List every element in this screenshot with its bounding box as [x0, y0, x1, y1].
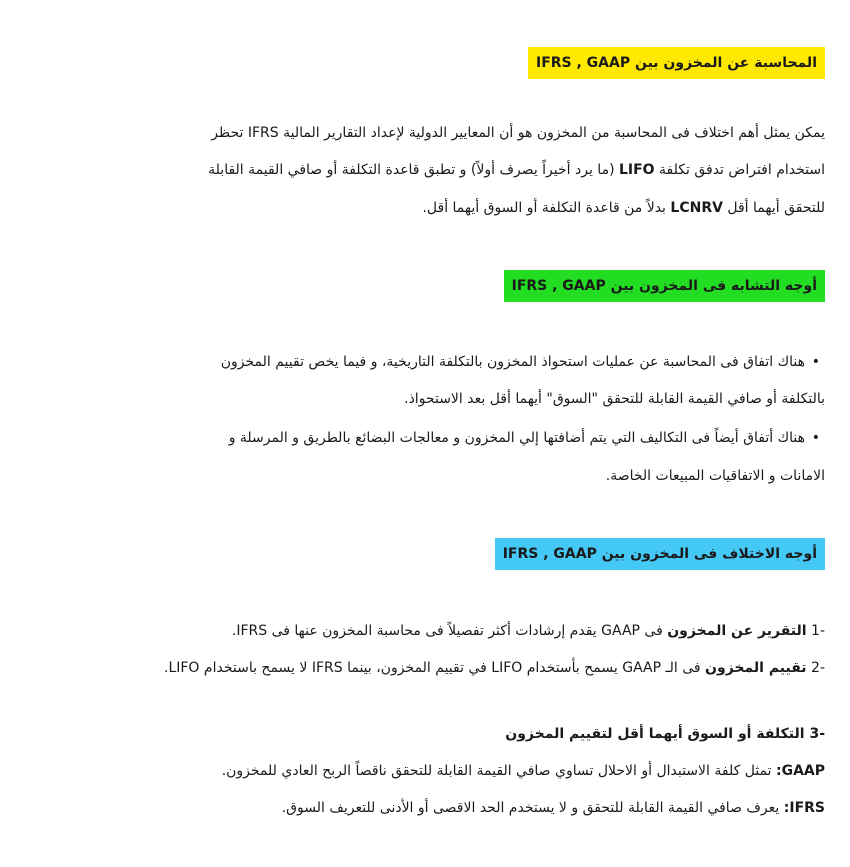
paragraph-line: للتحقق أيهما أقل LCNRV بدلاً من قاعدة التكلفة أو السوق أيهما أقل.: [422, 200, 825, 216]
heading-differences: أوجه الاختلاف فى المخزون بين IFRS , GAAP: [495, 538, 825, 570]
bullet-item: هناك اتفاق فى المحاسبة عن عمليات استحواذ المخزون بالتكلفة التاريخية، و فيما يخص تقييم المخزون: [220, 354, 805, 370]
bullet-item-cont: بالتكلفة أو صافي القيمة القابلة للتحقق "السوق" أيهما أقل بعد الاستحواذ.: [404, 391, 825, 407]
bullet-icon: •: [811, 430, 820, 446]
bullet-icon: •: [811, 354, 820, 370]
heading-accounting-inventory: المحاسبة عن المخزون بين IFRS , GAAP: [528, 47, 825, 79]
difference-item-2: -2 تقييم المخزون فى الـ GAAP يسمح بأستخدام LIFO في تقييم المخزون، بينما IFRS لا يسمح باستخدام LIFO.: [164, 660, 825, 676]
difference-item-1: -1 التقرير عن المخزون فى GAAP يقدم إرشادات أكثر تفصيلاً فى محاسبة المخزون عنها فى IFRS.: [231, 623, 825, 639]
ifrs-definition: IFRS: يعرف صافي القيمة القابلة للتحقق و لا يستخدم الحد الاقصى أو الأدنى للتعريف السوق.: [281, 800, 825, 816]
paragraph-line: يمكن يمثل أهم اختلاف فى المحاسبة من المخزون هو أن المعايير الدولية لإعداد التقارير المالية IFRS تحظر: [211, 125, 825, 141]
gaap-definition: GAAP: تمثل كلفة الاستبدال أو الاحلال تساوي صافي القيمة القابلة للتحقق ناقصاً الربح العادي للمخزون.: [221, 763, 825, 779]
difference-item-3-title: -3 التكلفة أو السوق أيهما أقل لتقييم المخزون: [505, 726, 825, 742]
bullet-item-cont: الامانات و الاتفاقيات المبيعات الخاصة.: [605, 468, 825, 484]
paragraph-line: استخدام افتراض تدفق تكلفة LIFO (ما يرد أخيراً يصرف أولاً) و تطبق قاعدة التكلفة أو صافي القيمة القابلة: [208, 162, 825, 178]
bullet-item: هناك أتفاق أيضاً فى التكاليف التي يتم أضافتها إلي المخزون و معالجات البضائع بالطريق و المرسلة و: [228, 430, 805, 446]
heading-similarities: أوجه التشابه فى المخزون بين IFRS , GAAP: [504, 270, 825, 302]
